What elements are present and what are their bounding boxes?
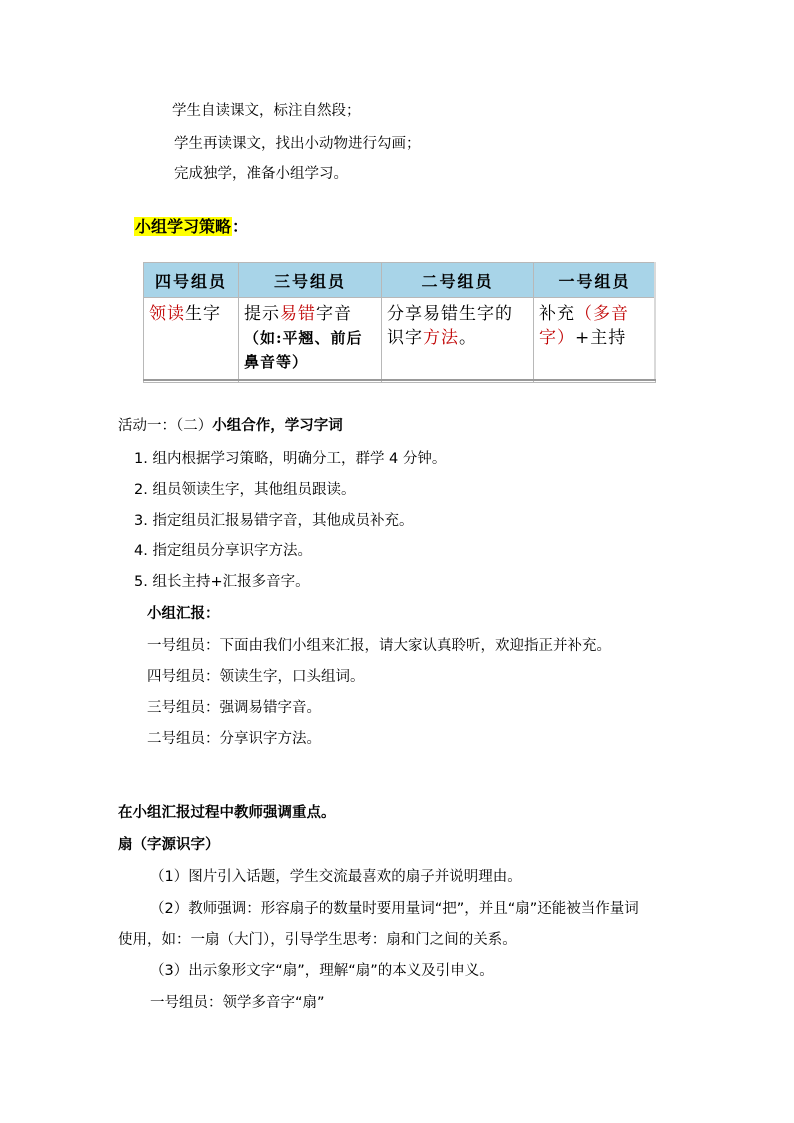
table-shadow-right	[654, 262, 656, 380]
report-line-1: 一号组员：下面由我们小组来汇报，请大家认真聆听，欢迎指正并补充。	[147, 638, 611, 654]
table-row	[144, 298, 656, 383]
cell-text: 提示	[244, 304, 280, 324]
table-header-row	[144, 263, 656, 298]
table-shadow-bottom	[143, 379, 656, 381]
teacher-para-4: 一号组员：领学多音字“扇”	[150, 995, 325, 1011]
report-title: 小组汇报：	[147, 606, 220, 622]
activity-heading	[118, 416, 343, 436]
cell-member-1	[534, 298, 656, 383]
strategy-heading	[134, 217, 248, 237]
activity-step-1: 1. 组内根据学习策略，明确分工，群学 4 分钟。	[134, 451, 447, 467]
strategy-heading-colon: ：	[232, 217, 249, 236]
cell-text: 字音	[316, 304, 352, 324]
cell-text: 生字	[185, 304, 221, 324]
intro-line-2: 学生再读课文，找出小动物进行勾画；	[174, 136, 421, 152]
cell-red-text: （多音字）	[539, 304, 629, 348]
cell-red-text: 易错	[280, 304, 316, 324]
activity-step-5: 5. 组长主持+汇报多音字。	[134, 574, 310, 590]
strategy-heading-text: 小组学习策略	[135, 217, 232, 236]
teacher-para-1: （1）图片引入话题，学生交流最喜欢的扇子并说明理由。	[150, 869, 522, 885]
cell-member-3	[239, 298, 382, 383]
activity-title: 小组合作，学习字词	[212, 418, 343, 434]
activity-step-3: 3. 指定组员汇报易错字音，其他成员补充。	[134, 513, 414, 529]
intro-line-3: 完成独学，准备小组学习。	[174, 166, 348, 182]
header-member-3: 三号组员	[239, 263, 382, 298]
cell-red-text: 领读	[149, 304, 185, 324]
report-line-2: 四号组员：领读生字，口头组词。	[147, 669, 365, 685]
cell-text: +主持	[575, 328, 627, 348]
teacher-para-2a: （2）教师强调：形容扇子的数量时要用量词“把”，并且“扇”还能被当作量词	[150, 901, 639, 917]
strategy-table	[143, 262, 656, 383]
teacher-para-2b: 使用，如：一扇（大门），引导学生思考：扇和门之间的关系。	[118, 932, 517, 948]
teacher-para-3: （3）出示象形文字“扇”，理解“扇”的本义及引申义。	[150, 963, 494, 979]
cell-note: （如:平翘、前后鼻音等）	[244, 329, 363, 371]
intro-line-1: 学生自读课文，标注自然段；	[172, 103, 361, 119]
activity-step-2: 2. 组员领读生字，其他组员跟读。	[134, 482, 356, 498]
header-member-4: 四号组员	[144, 263, 239, 298]
report-line-4: 二号组员：分享识字方法。	[147, 731, 321, 747]
activity-step-4: 4. 指定组员分享识字方法。	[134, 543, 312, 559]
cell-red-text: 方法	[423, 328, 459, 348]
header-member-2: 二号组员	[382, 263, 534, 298]
teacher-subheading: 扇（字源识字）	[118, 837, 220, 853]
cell-text: 补充	[539, 304, 575, 324]
cell-text: 分享易错生字的识字	[387, 304, 513, 348]
header-member-1: 一号组员	[534, 263, 656, 298]
cell-text: 。	[459, 328, 477, 348]
report-line-3: 三号组员：强调易错字音。	[147, 700, 321, 716]
activity-prefix: 活动一：（二）	[118, 418, 213, 434]
teacher-heading: 在小组汇报过程中教师强调重点。	[118, 805, 336, 821]
cell-member-2	[382, 298, 534, 383]
cell-member-4	[144, 298, 239, 383]
